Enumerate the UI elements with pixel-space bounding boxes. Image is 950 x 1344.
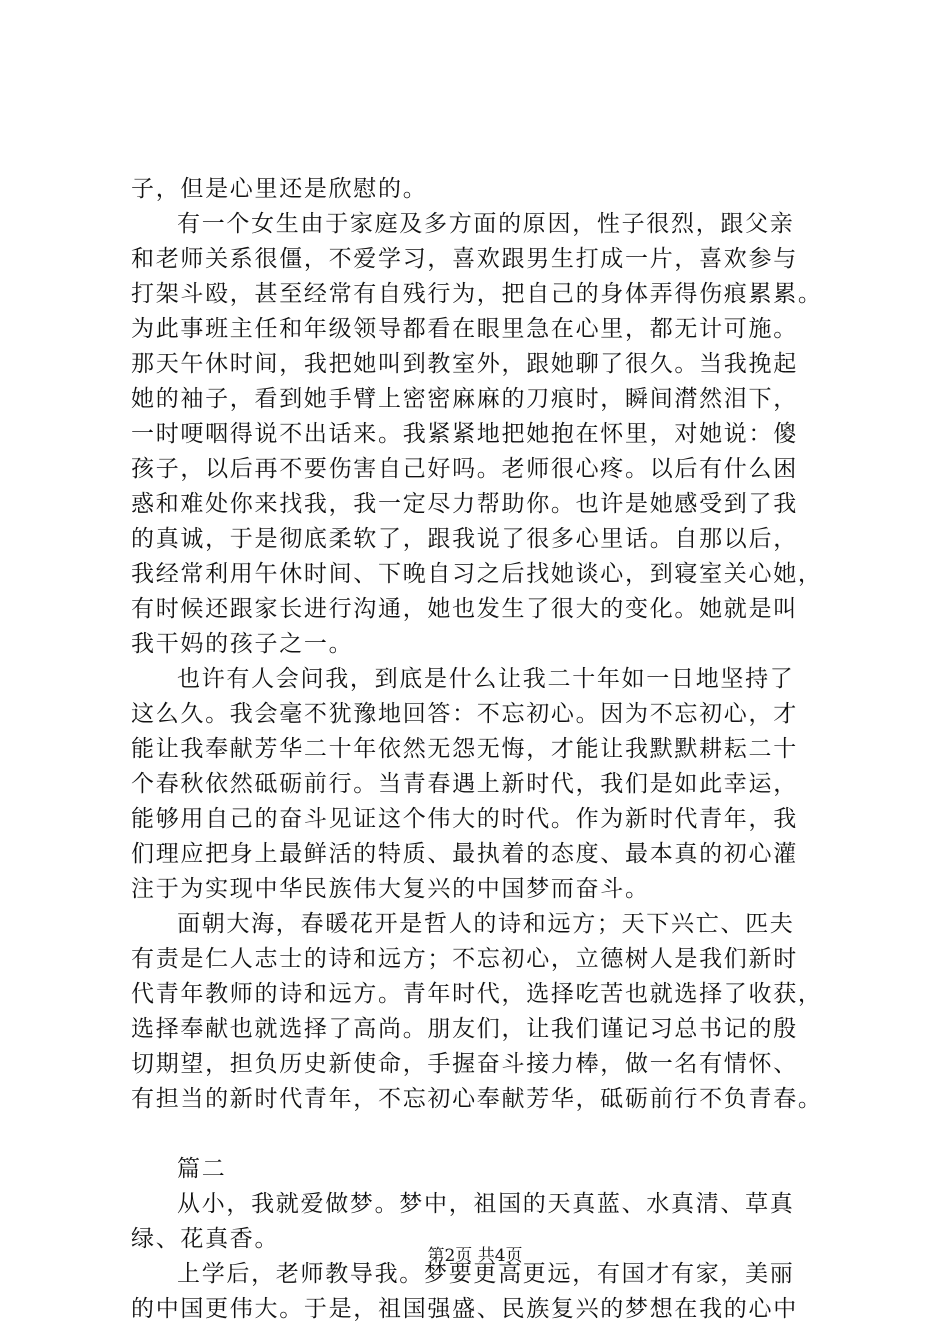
text-line: 孩子，以后再不要伤害自己好吗。老师很心疼。以后有什么困	[131, 456, 798, 482]
text-line: 篇二	[177, 1156, 227, 1182]
text-line: 我干妈的孩子之一。	[131, 631, 354, 657]
text-line: 也许有人会问我，到底是什么让我二十年如一日地坚持了	[177, 666, 795, 692]
text-line: 上学后，老师教导我。梦要更高更远，有国才有家，美丽	[177, 1261, 795, 1287]
text-line: 从小，我就爱做梦。梦中，祖国的天真蓝、水真清、草真	[177, 1191, 795, 1217]
paragraph	[131, 172, 831, 207]
text-line: 为此事班主任和年级领导都看在眼里急在心里，都无计可施。	[131, 316, 798, 342]
paragraph	[131, 207, 831, 662]
text-line: 有担当的新时代青年，不忘初心奉献芳华，砥砺前行不负青春。	[131, 1086, 823, 1112]
text-line: 的真诚，于是彻底柔软了，跟我说了很多心里话。自那以后，	[131, 526, 798, 552]
text-line: 能让我奉献芳华二十年依然无怨无悔，才能让我默默耕耘二十	[131, 736, 798, 762]
text-line: 代青年教师的诗和远方。青年时代，选择吃苦也就选择了收获，	[131, 981, 823, 1007]
text-line: 惑和难处你来找我，我一定尽力帮助你。也许是她感受到了我	[131, 491, 798, 517]
text-line: 们理应把身上最鲜活的特质、最执着的态度、最本真的初心灌	[131, 841, 798, 867]
text-line: 绿、花真香。	[131, 1226, 280, 1252]
section-gap	[131, 1117, 831, 1152]
text-line: 这么久。我会毫不犹豫地回答：不忘初心。因为不忘初心，才	[131, 701, 798, 727]
text-line: 打架斗殴，甚至经常有自残行为，把自己的身体弄得伤痕累累。	[131, 281, 823, 307]
text-line: 子，但是心里还是欣慰的。	[131, 176, 428, 202]
page-footer: 第2页 共4页	[427, 1246, 523, 1266]
paragraph	[131, 1152, 831, 1187]
text-line: 个春秋依然砥砺前行。当青春遇上新时代，我们是如此幸运，	[131, 771, 798, 797]
text-line: 她的袖子，看到她手臂上密密麻麻的刀痕时，瞬间潸然泪下，	[131, 386, 798, 412]
text-line: 能够用自己的奋斗见证这个伟大的时代。作为新时代青年，我	[131, 806, 798, 832]
text-line: 那天午休时间，我把她叫到教室外，跟她聊了很久。当我挽起	[131, 351, 798, 377]
text-line: 有一个女生由于家庭及多方面的原因，性子很烈，跟父亲	[177, 211, 795, 237]
text-line: 注于为实现中华民族伟大复兴的中国梦而奋斗。	[131, 876, 650, 902]
text-line: 有责是仁人志士的诗和远方；不忘初心，立德树人是我们新时	[131, 946, 798, 972]
text-line: 和老师关系很僵，不爱学习，喜欢跟男生打成一片，喜欢参与	[131, 246, 798, 272]
paragraph	[131, 662, 831, 907]
text-line: 选择奉献也就选择了高尚。朋友们，让我们谨记习总书记的殷	[131, 1016, 798, 1042]
text-line: 我经常利用午休时间、下晚自习之后找她谈心，到寝室关心她，	[131, 561, 823, 587]
text-line: 一时哽咽得说不出话来。我紧紧地把她抱在怀里，对她说：傻	[131, 421, 798, 447]
body-text	[131, 172, 831, 1327]
paragraph	[131, 907, 831, 1117]
text-line: 面朝大海，春暖花开是哲人的诗和远方；天下兴亡、匹夫	[177, 911, 795, 937]
text-line: 有时候还跟家长进行沟通，她也发生了很大的变化。她就是叫	[131, 596, 798, 622]
text-line: 切期望，担负历史新使命，手握奋斗接力棒，做一名有情怀、	[131, 1051, 798, 1077]
text-line: 的中国更伟大。于是，祖国强盛、民族复兴的梦想在我的心中	[131, 1296, 798, 1322]
